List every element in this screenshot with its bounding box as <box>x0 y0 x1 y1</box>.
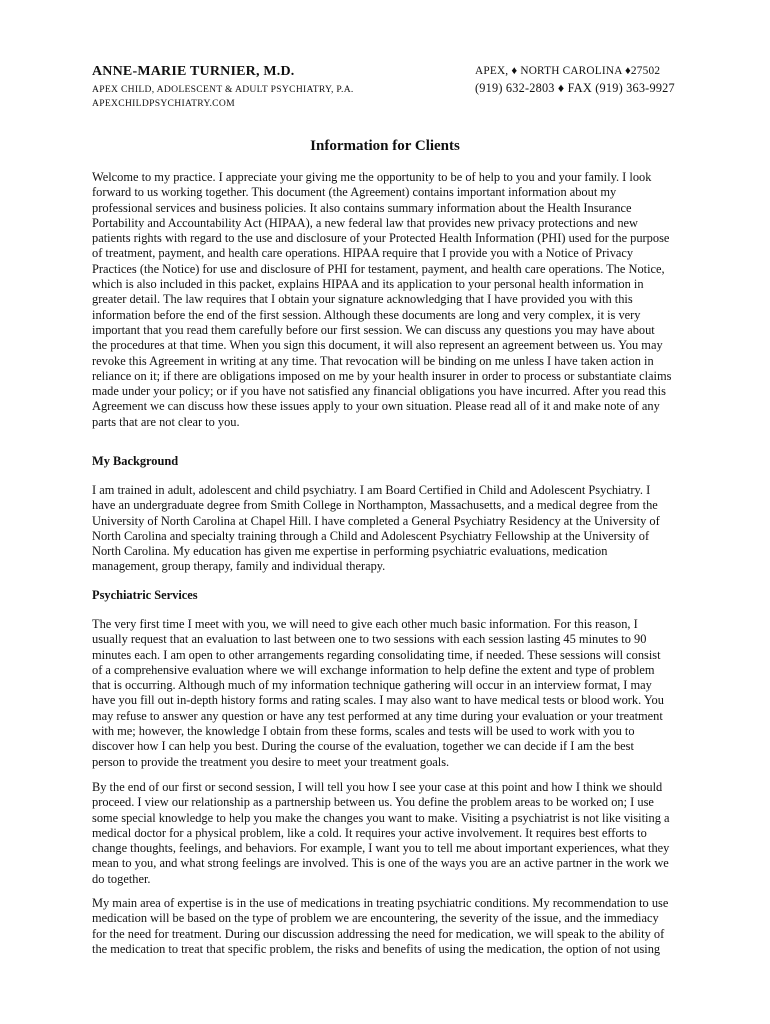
text-line: which is also included in this packet, explains HIPAA and its application to your personal health information in <box>92 277 644 292</box>
text-line: I am trained in adult, adolescent and child psychiatry. I am Board Certified in Child and Adolescent Psychiatry. I <box>92 483 651 497</box>
text-line: By the end of our first or second session, I will tell you how I see your case at this point and how I think we should <box>92 780 663 794</box>
document-title: Information for Clients <box>310 138 460 154</box>
text-line: some special knowledge to help you make the changes you want to make. Visiting a psychiatrist is not like visiting a <box>92 810 670 825</box>
text-line: reliance on it; if there are obligations imposed on me by your health insurer in order to process or substantiate claims <box>92 368 672 383</box>
text-line: the procedures at that time. When you sign this document, it will also represent an agreement between us. You may <box>92 338 663 353</box>
practice-website: APEXCHILDPSYCHIATRY.COM <box>92 98 235 109</box>
text-line: may refuse to answer any question or have any test performed at any time during your evaluation or your treatment <box>92 708 663 723</box>
text-line: patients rights with regard to the use and disclosure of your Protected Health Information (PHI) used for the purpose <box>92 231 670 246</box>
text-line: information before the end of the first session. Although these documents are long and very complex, it is very <box>92 307 641 322</box>
doctor-name: ANNE-MARIE TURNIER, M.D. <box>92 64 295 79</box>
text-line: proceed. I view our relationship as a partnership between us. You define the problem areas to be worked on; I use <box>92 795 654 810</box>
services-paragraph-3 <box>92 896 682 957</box>
background-heading: My Background <box>92 454 179 468</box>
text-line: the medication to treat that specific problem, the risks and benefits of using the medication, the option of not using <box>92 941 661 956</box>
text-line: North Carolina. My education has given me expertise in performing psychiatric evaluations, medication <box>92 544 608 559</box>
text-line: have you fill out in-depth history forms and rating scales. I may also want to have medical tests or blood work. You <box>92 693 664 708</box>
text-line: parts that are not clear to you. <box>92 414 240 429</box>
text-line: have an undergraduate degree from Smith College in Northampton, Massachusetts, and a medical degree from the <box>92 498 658 513</box>
text-line: Portability and Accountability Act (HIPAA), a new federal law that provides new privacy protections and new <box>92 215 638 230</box>
text-line: that is occurring. Although much of my information technique gathering will occur in an interview format, I may <box>92 678 652 693</box>
text-line: management, group therapy, family and individual therapy. <box>92 559 386 574</box>
text-line: mean to you, and what strong feelings are involved. This is one of the ways you are an active partner in the work we <box>92 856 669 871</box>
text-line: Welcome to my practice. I appreciate your giving me the opportunity to be of help to you and your family. I look <box>92 170 652 184</box>
text-line: medical doctor for a physical problem, like a cold. It requires your active involvement. It requires best efforts to <box>92 825 647 840</box>
text-line: change thoughts, feelings, and behaviors. For example, I want you to tell me about important experiences, what they <box>92 841 670 856</box>
text-line: made under your policy; or if you have not satisfied any financial obligations you have incurred. After you read this <box>92 384 666 399</box>
text-line: greater detail. The law requires that I obtain your signature acknowledging that I have provided you with this <box>92 292 633 307</box>
text-line: discover how I can help you best. During the course of the evaluation, together we can decide if I am the best <box>92 739 634 754</box>
text-line: forward to us working together. This document (the Agreement) contains important information about my <box>92 185 617 200</box>
text-line: University of North Carolina at Chapel Hill. I have completed a General Psychiatry Residency at the University of <box>92 513 660 528</box>
services-paragraph-1 <box>92 617 682 770</box>
services-paragraph-2 <box>92 780 682 887</box>
practice-location: APEX, ♦ NORTH CAROLINA ♦27502 <box>475 65 661 77</box>
text-line: for the need for treatment. During our discussion addressing the need for medication, we will speak to the ability of <box>92 926 665 941</box>
text-line: do together. <box>92 871 151 886</box>
text-line: minutes each. I am open to other arrangements regarding consolidating time, if needed. These sessions will consist <box>92 647 661 662</box>
text-line: person to provide the treatment you desire to meet your treatment goals. <box>92 754 450 769</box>
text-line: usually request that an evaluation to last between one to two sessions with each session lasting 45 minutes to 90 <box>92 632 647 647</box>
text-line: My main area of expertise is in the use of medications in treating psychiatric conditions. My recommendation to use <box>92 896 669 910</box>
text-line: of treatment, payment, and health care operations. HIPAA require that I provide you with a Notice of Privacy <box>92 246 634 261</box>
intro-paragraph <box>92 170 682 430</box>
practice-phone-fax: (919) 632-2803 ♦ FAX (919) 363-9927 <box>475 81 675 95</box>
text-line: Practices (the Notice) for use and disclosure of PHI for testament, payment, and health care operations. The Notice, <box>92 261 665 276</box>
text-line: The very first time I meet with you, we will need to give each other much basic information. For this reason, I <box>92 617 638 631</box>
background-paragraph <box>92 483 682 575</box>
text-line: with me; however, the knowledge I obtain from these forms, scales and tests will be used to work with you to <box>92 724 635 739</box>
practice-name: APEX CHILD, ADOLESCENT & ADULT PSYCHIATRY, P.A. <box>92 84 354 95</box>
text-line: medication will be based on the type of problem we are encountering, the severity of the issue, and the immediacy <box>92 911 659 926</box>
text-line: important that you read them carefully before our first session. We can discuss any questions you may have about <box>92 322 655 337</box>
text-line: of a comprehensive evaluation where we will exchange information to help define the extent and type of problem <box>92 662 655 677</box>
text-line: North Carolina and specialty training through a Child and Adolescent Psychiatry Fellowship at the University of <box>92 528 650 543</box>
text-line: revoke this Agreement in writing at any time. That revocation will be binding on me unless I have taken action in <box>92 353 654 368</box>
text-line: professional services and business policies. It also contains summary information about the Health Insurance <box>92 200 632 215</box>
text-line: Agreement we can discuss how these issues apply to your own situation. Please read all of it and make note of any <box>92 399 660 414</box>
services-heading: Psychiatric Services <box>92 588 198 602</box>
